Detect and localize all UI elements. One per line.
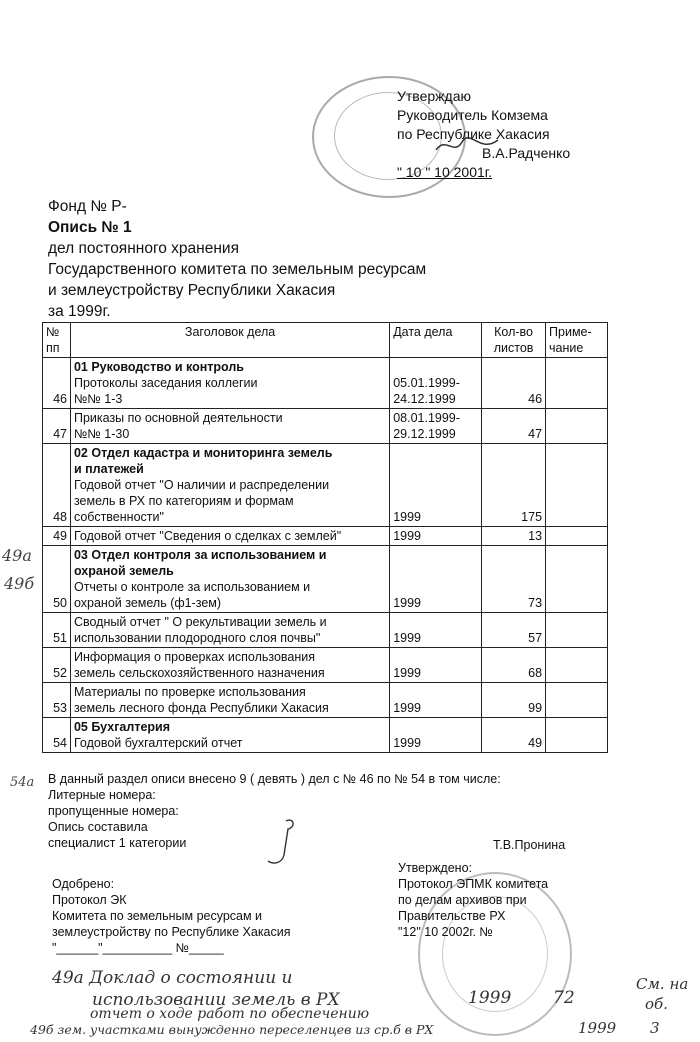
row-count-value: 99 [528, 701, 543, 715]
table-row [43, 613, 608, 648]
row-date [390, 527, 482, 546]
approved-right-1: Утверждено: [398, 861, 473, 875]
section-heading: 02 Отдел кадастра и мониторинга земель и платежей [73, 446, 333, 476]
row-title-text: Отчеты о контроле за использованием и охраной земель (ф1-зем) [73, 580, 311, 610]
row-number [43, 648, 71, 683]
handwritten-note-1: 49а Доклад о состоянии и [52, 968, 293, 988]
approval-position: Руководитель Комзема [397, 107, 548, 123]
row-number-value: 49 [53, 529, 67, 543]
approval-title: Утверждаю [397, 88, 471, 104]
approved-right-block [398, 860, 548, 940]
row-title [70, 444, 389, 527]
row-number [43, 546, 71, 613]
margin-mark-49a: 49а [2, 546, 32, 565]
handwritten-note-2-year: 1999 [468, 988, 512, 1008]
row-count [482, 444, 546, 527]
row-title [70, 527, 389, 546]
approved-right-2: Протокол ЭПМК комитета [398, 877, 549, 891]
row-number-value: 47 [53, 427, 67, 441]
approved-left-3: Комитета по земельным ресурсам и [52, 909, 263, 923]
row-title [70, 648, 389, 683]
row-date [390, 683, 482, 718]
inventory-title: Опись № 1 [48, 219, 132, 236]
compiler-name: Т.В.Пронина [493, 838, 566, 852]
row-count-value: 49 [528, 736, 543, 750]
row-count-value: 47 [528, 427, 543, 441]
row-count [482, 358, 546, 409]
approved-right-4: Правительстве РХ [398, 909, 506, 923]
margin-mark-54a: 54а [10, 775, 35, 790]
footer-position: специалист 1 категории [48, 836, 187, 850]
col-date-header: Дата дела [390, 323, 482, 358]
row-title-text: Годовой отчет "О наличии и распределении земель в РХ по категориям и формам собственности" [73, 478, 330, 524]
row-title-text: Приказы по основной деятельности №№ 1-30 [73, 411, 283, 441]
row-count [482, 718, 546, 753]
row-count [482, 546, 546, 613]
row-title [70, 546, 389, 613]
row-number-value: 46 [53, 392, 67, 406]
row-number [43, 527, 71, 546]
row-note [546, 648, 608, 683]
col-num-header: № пп [43, 323, 71, 358]
handwritten-side-note-1: См. на [636, 975, 689, 993]
row-note [546, 444, 608, 527]
approval-region: по Республике Хакасия [397, 126, 550, 142]
handwritten-note-4-sheets: 3 [650, 1019, 660, 1037]
table-row [43, 546, 608, 613]
row-title-text: Протоколы заседания коллегии №№ 1-3 [73, 376, 258, 406]
approved-left-1: Одобрено: [52, 877, 115, 891]
handwritten-note-3: отчет о ходе работ по обеспечению [90, 1006, 370, 1022]
row-date-text: 1999 [393, 736, 422, 750]
row-date [390, 409, 482, 444]
approved-left-2: Протокол ЭК [52, 893, 127, 907]
row-date [390, 358, 482, 409]
row-number-value: 51 [53, 631, 67, 645]
compiler-signature [256, 815, 316, 870]
approval-signature [432, 132, 502, 158]
row-title [70, 409, 389, 444]
approved-right-5: "12" 10 2002г. № [398, 925, 493, 939]
inventory-table [42, 322, 608, 753]
row-title-text: Материалы по проверке использования земель лесного фонда Республики Хакасия [73, 685, 329, 715]
approved-right-3: по делам архивов при [398, 893, 527, 907]
col-note-header: Приме- чание [546, 323, 608, 358]
row-note [546, 546, 608, 613]
col-count-header: Кол-во листов [482, 323, 546, 358]
row-title [70, 613, 389, 648]
table-row [43, 527, 608, 546]
section-heading: 03 Отдел контроля за использованием и охраной земель [73, 548, 327, 578]
row-date [390, 546, 482, 613]
row-note [546, 613, 608, 648]
row-number-value: 52 [53, 666, 67, 680]
handwritten-note-2: использовании земель в РХ [92, 990, 340, 1010]
approved-left-5: "______"__________ №_____ [52, 941, 224, 955]
row-title [70, 718, 389, 753]
row-number-value: 54 [53, 736, 67, 750]
row-date-text: 1999 [393, 666, 422, 680]
row-date-text: 1999 [393, 529, 422, 543]
col-title-header: Заголовок дела [70, 323, 389, 358]
table-row [43, 718, 608, 753]
row-number-value: 50 [53, 596, 67, 610]
row-count-value: 57 [528, 631, 543, 645]
row-number-value: 53 [53, 701, 67, 715]
row-count [482, 648, 546, 683]
inventory-desc-1: дел постоянного хранения [48, 240, 239, 257]
row-date [390, 613, 482, 648]
table-row [43, 409, 608, 444]
margin-mark-49b: 49б [4, 574, 35, 593]
row-number [43, 358, 71, 409]
row-date [390, 648, 482, 683]
inventory-desc-2: Государственного комитета по земельным ресурсам [48, 261, 427, 278]
row-count-value: 68 [528, 666, 543, 680]
row-title-text: Сводный отчет " О рекультивации земель и использовании плодородного слоя почвы" [73, 615, 327, 645]
row-date [390, 444, 482, 527]
row-title-text: Годовой бухгалтерский отчет [73, 736, 243, 750]
section-heading: 05 Бухгалтерия [73, 720, 171, 734]
table-row [43, 683, 608, 718]
row-date-text: 08.01.1999- 29.12.1999 [393, 411, 460, 441]
row-count-value: 175 [521, 510, 543, 524]
row-title [70, 358, 389, 409]
inventory-year: за 1999г. [48, 303, 111, 320]
row-number [43, 683, 71, 718]
approval-name: В.А.Радченко [482, 145, 571, 161]
row-count-value: 46 [528, 392, 543, 406]
row-number-value: 48 [53, 510, 67, 524]
row-note [546, 527, 608, 546]
footer-summary: В данный раздел описи внесено 9 ( девять ) дел с № 46 по № 54 в том числе: [48, 772, 501, 786]
row-title-text: Годовой отчет "Сведения о сделках с землей" [73, 529, 342, 543]
inventory-desc-3: и землеустройству Республики Хакасия [48, 282, 336, 299]
approval-date: " 10 " 10 2001г. [397, 164, 493, 180]
row-date-text: 1999 [393, 701, 422, 715]
row-count-value: 13 [528, 529, 543, 543]
row-title-text: Информация о проверках использования земель сельскохозяйственного назначения [73, 650, 325, 680]
row-number [43, 409, 71, 444]
handwritten-note-2-sheets: 72 [553, 988, 575, 1008]
row-date-text: 1999 [393, 631, 422, 645]
row-count [482, 409, 546, 444]
row-count [482, 683, 546, 718]
table-row [43, 444, 608, 527]
row-number [43, 718, 71, 753]
row-count-value: 73 [528, 596, 543, 610]
row-date [390, 718, 482, 753]
footer-missed-numbers: пропущенные номера: [48, 804, 179, 818]
handwritten-note-4: 49б зем. участками вынужденно переселенцев из ср.б в РХ [30, 1022, 434, 1037]
row-note [546, 718, 608, 753]
row-count [482, 613, 546, 648]
row-number [43, 444, 71, 527]
row-title [70, 683, 389, 718]
row-date-text: 1999 [393, 510, 422, 524]
handwritten-note-4-year: 1999 [578, 1019, 617, 1037]
table-row [43, 648, 608, 683]
fond-number: Фонд № Р- [48, 198, 127, 215]
table-row [43, 358, 608, 409]
row-count [482, 527, 546, 546]
row-number [43, 613, 71, 648]
row-date-text: 05.01.1999- 24.12.1999 [393, 376, 460, 406]
document-header [48, 196, 426, 322]
row-note [546, 683, 608, 718]
table-header-row [43, 323, 608, 358]
footer-compiled: Опись составила [48, 820, 148, 834]
handwritten-side-note-2: об. [645, 995, 668, 1013]
approved-left-4: землеустройству по Республике Хакасия [52, 925, 291, 939]
section-heading: 01 Руководство и контроль [73, 360, 244, 374]
row-note [546, 409, 608, 444]
approved-left-block [52, 876, 291, 956]
row-note [546, 358, 608, 409]
row-date-text: 1999 [393, 596, 422, 610]
footer-letter-numbers: Литерные номера: [48, 788, 156, 802]
